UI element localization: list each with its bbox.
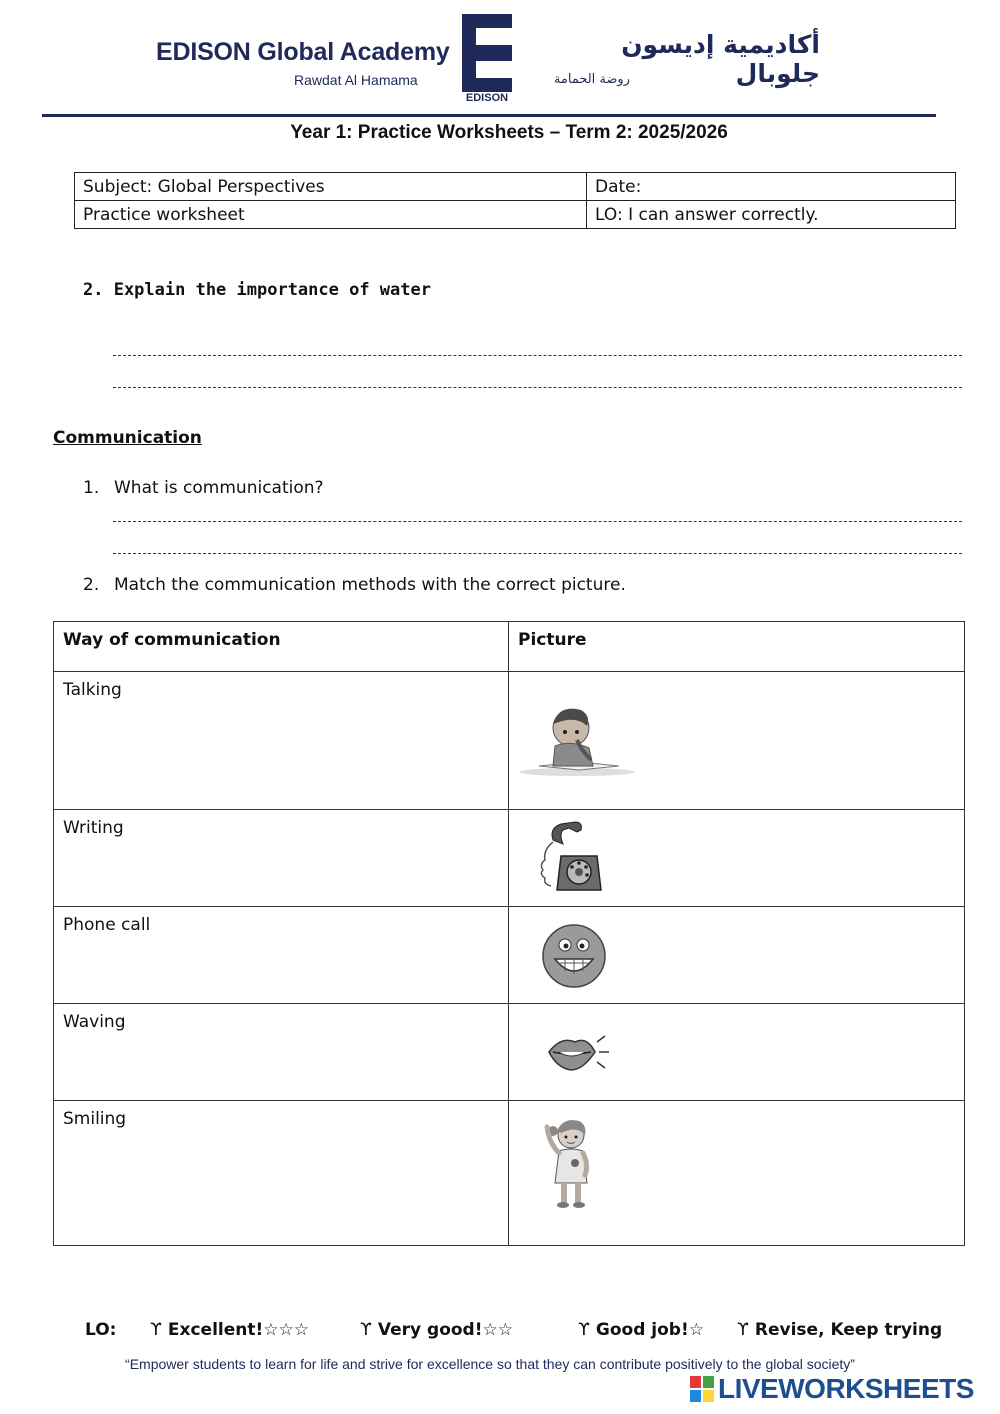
method-cell[interactable] xyxy=(54,810,509,907)
liveworksheets-logo-icon xyxy=(690,1374,716,1404)
question-number: 1. xyxy=(83,478,100,498)
rating-label: Revise, Keep trying xyxy=(754,1320,943,1340)
method-label: Smiling xyxy=(63,1109,127,1129)
brand-subtitle-english: Rawdat Al Hamama xyxy=(294,72,418,88)
rotary-phone-icon[interactable] xyxy=(535,820,605,894)
question-text: What is communication? xyxy=(114,478,324,498)
rating-label: Excellent!☆☆☆ xyxy=(167,1320,309,1340)
answer-line[interactable] xyxy=(113,553,962,554)
rating-bullet: ϒ xyxy=(578,1320,590,1340)
rating-revise[interactable] xyxy=(737,1320,942,1340)
child-reading-icon[interactable] xyxy=(519,700,639,780)
smiley-face-icon[interactable] xyxy=(541,923,607,989)
answer-line[interactable] xyxy=(113,521,962,522)
brand-name-english: EDISON Global Academy xyxy=(156,38,450,66)
brand-subtitle-arabic: روضة الحمامة xyxy=(553,72,630,87)
rating-bullet: ϒ xyxy=(360,1320,372,1340)
logo-wordmark: EDISON xyxy=(465,92,509,104)
method-label: Waving xyxy=(63,1012,126,1032)
rating-very-good[interactable] xyxy=(360,1320,513,1340)
picture-cell[interactable] xyxy=(509,1004,965,1101)
method-cell[interactable] xyxy=(54,1004,509,1101)
rating-label: Good job!☆ xyxy=(595,1320,704,1340)
worksheet-title: Year 1: Practice Worksheets – Term 2: 2025/2026 xyxy=(290,122,728,143)
method-label: Writing xyxy=(63,818,124,838)
question-number: 2. xyxy=(83,575,100,595)
question-text: Match the communication methods with the correct picture. xyxy=(114,575,626,595)
rating-bullet: ϒ xyxy=(150,1320,162,1340)
method-label: Phone call xyxy=(63,915,151,935)
answer-line[interactable] xyxy=(113,387,962,388)
header-picture: Picture xyxy=(509,622,965,672)
answer-line[interactable] xyxy=(113,355,962,356)
picture-cell[interactable] xyxy=(509,907,965,1004)
rating-excellent[interactable] xyxy=(150,1320,309,1340)
subject-cell: Subject: Global Perspectives xyxy=(75,173,587,201)
header-way: Way of communication xyxy=(54,622,509,672)
brand-name-arabic: أكاديمية إديسون جلوبال xyxy=(621,30,820,88)
picture-cell[interactable] xyxy=(509,672,965,810)
rating-bullet: ϒ xyxy=(737,1320,749,1340)
method-cell[interactable] xyxy=(54,1101,509,1246)
date-cell[interactable]: Date: xyxy=(587,173,956,201)
method-cell[interactable] xyxy=(54,907,509,1004)
matching-table xyxy=(53,621,965,1246)
edison-logo-icon xyxy=(462,14,512,92)
rating-good-job[interactable] xyxy=(578,1320,704,1340)
header-divider xyxy=(42,114,936,117)
info-table xyxy=(74,172,956,229)
method-cell[interactable] xyxy=(54,672,509,810)
mission-statement: “Empower students to learn for life and strive for excellence so that they can contribute positively to the global society” xyxy=(125,1356,855,1372)
picture-cell[interactable] xyxy=(509,1101,965,1246)
rating-label: Very good!☆☆ xyxy=(377,1320,513,1340)
learning-objective-cell: LO: I can answer correctly. xyxy=(587,201,956,229)
picture-cell[interactable] xyxy=(509,810,965,907)
waving-girl-icon[interactable] xyxy=(535,1113,605,1213)
liveworksheets-watermark: LIVEWORKSHEETS xyxy=(718,1373,974,1404)
section-heading: Communication xyxy=(53,428,202,448)
lo-label: LO: xyxy=(85,1320,117,1340)
worksheet-type-cell: Practice worksheet xyxy=(75,201,587,229)
method-label: Talking xyxy=(63,680,122,700)
talking-lips-icon[interactable] xyxy=(547,1032,611,1074)
question-water: 2. Explain the importance of water xyxy=(83,280,431,300)
